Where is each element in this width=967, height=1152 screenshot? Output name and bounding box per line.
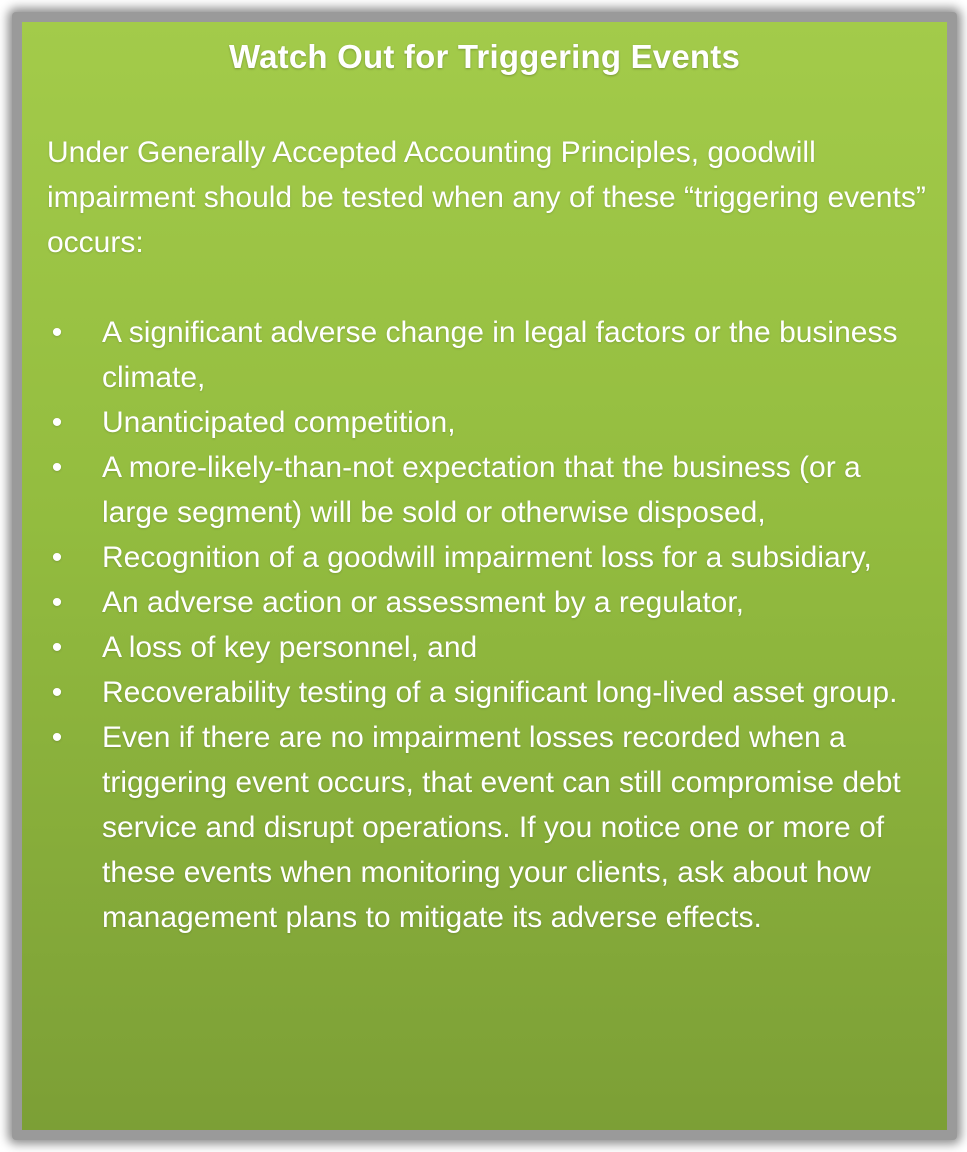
list-item-text: A more-likely-than-not expectation that the business (or a large segment) will be sold or otherwise disposed,: [102, 451, 861, 529]
list-item-text: An adverse action or assessment by a regulator,: [102, 586, 745, 619]
list-item: [22, 715, 947, 940]
list-item-text: Unanticipated competition,: [102, 406, 456, 439]
callout-intro: Under Generally Accepted Accounting Principles, goodwill impairment should be tested when any of these “triggering events” occurs:: [47, 136, 926, 259]
list-item: [22, 445, 947, 535]
list-item: [22, 400, 947, 445]
bullet-icon: •: [51, 721, 63, 754]
callout-box: [22, 22, 947, 1130]
list-item-text: Even if there are no impairment losses recorded when a triggering event occurs, that event can still compromise debt service and disrupt operations. If you notice one or more of these events when monitoring your clients, ask about how management plans to mitigate its adverse effects.: [102, 721, 901, 934]
callout-title: Watch Out for Triggering Events: [228, 38, 740, 75]
list-item-text: Recoverability testing of a significant long-lived asset group.: [102, 676, 898, 709]
list-item: [22, 625, 947, 670]
bullet-icon: •: [51, 541, 63, 574]
bullet-icon: •: [51, 406, 63, 439]
list-item: [22, 535, 947, 580]
list-item-text: A loss of key personnel, and: [102, 631, 478, 664]
list-item-text: A significant adverse change in legal factors or the business climate,: [102, 316, 898, 394]
bullet-icon: •: [51, 631, 63, 664]
list-item: [22, 310, 947, 400]
bullet-icon: •: [51, 586, 63, 619]
list-item: [22, 580, 947, 625]
list-item: [22, 670, 947, 715]
bullet-icon: •: [51, 451, 63, 484]
triggering-events-list: [22, 310, 947, 940]
bullet-icon: •: [51, 316, 63, 349]
bullet-icon: •: [51, 676, 63, 709]
list-item-text: Recognition of a goodwill impairment loss for a subsidiary,: [102, 541, 872, 574]
